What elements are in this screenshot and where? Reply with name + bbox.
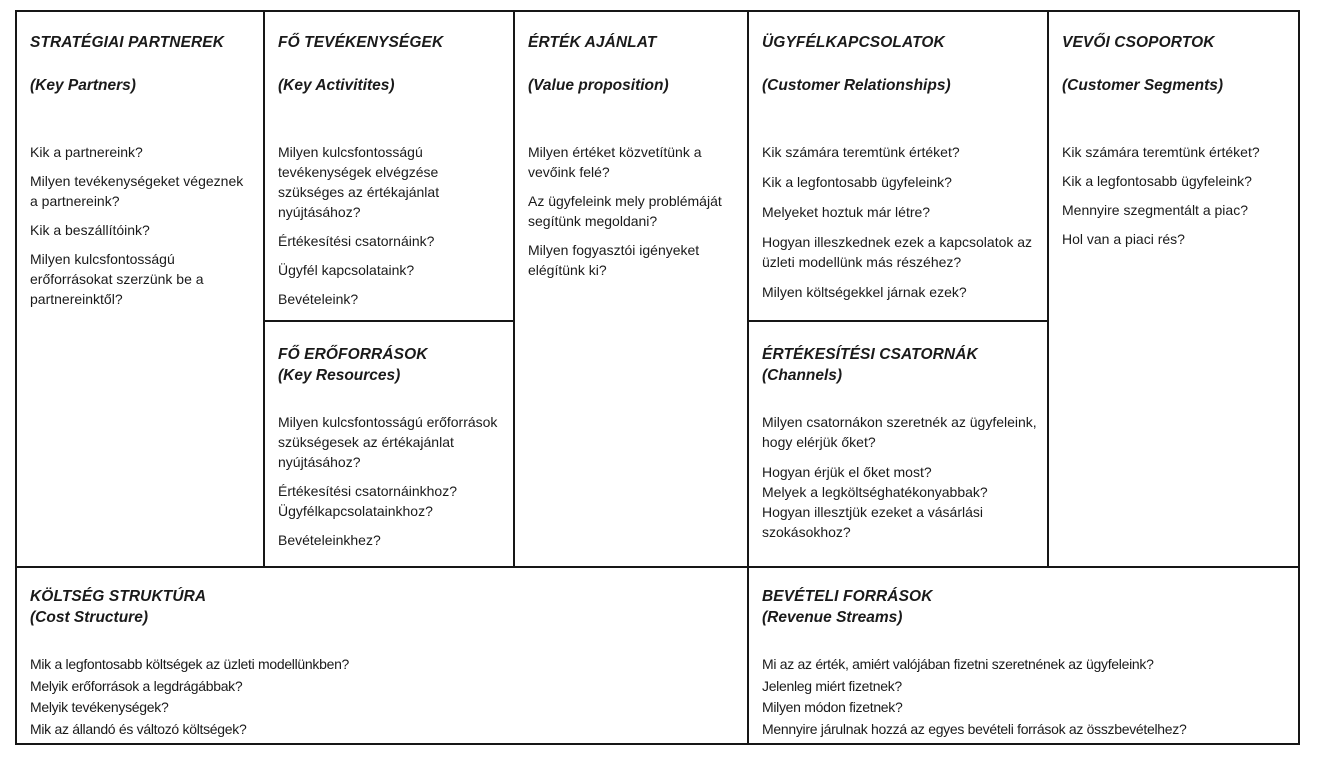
revenue-streams-subtitle: (Revenue Streams)	[762, 609, 903, 626]
value-proposition-questions	[528, 142, 737, 280]
question-paragraph: Az ügyfeleink mely problémáját segítünk megoldani?	[528, 193, 722, 229]
business-model-canvas	[15, 10, 1300, 745]
value-proposition-subtitle: (Value proposition)	[528, 77, 669, 94]
key-activities-title: FŐ TEVÉKENYSÉGEK	[278, 34, 444, 51]
key-partners-title: STRATÉGIAI PARTNEREK	[30, 34, 225, 51]
question-paragraph: Értékesítési csatornáink?	[278, 233, 435, 249]
block-cost-structure	[16, 567, 748, 744]
question-paragraph: Hogyan érjük el őket most? Melyek a legköltséghatékonyabbak? Hogyan illesztjük ezeket a vásárlási szokásokhoz?	[762, 464, 988, 540]
question-paragraph: Kik számára teremtünk értéket?	[1062, 144, 1260, 160]
question-paragraph: Milyen fogyasztói igényeket elégítünk ki?	[528, 242, 700, 278]
revenue-streams-questions	[762, 654, 1288, 740]
question-paragraph: Milyen kulcsfontosságú erőforrásokat szerzünk be a partnereinktől?	[30, 251, 204, 307]
key-activities-subtitle: (Key Activitites)	[278, 77, 395, 94]
channels-title: ÉRTÉKESÍTÉSI CSATORNÁK	[762, 346, 978, 363]
key-partners-questions	[30, 142, 253, 309]
customer-segments-title: VEVŐI CSOPORTOK	[1062, 34, 1215, 51]
key-resources-subtitle: (Key Resources)	[278, 367, 401, 384]
block-value-proposition	[514, 11, 748, 567]
block-key-activities	[264, 11, 514, 321]
cost-structure-questions	[30, 654, 737, 740]
block-customer-relationships	[748, 11, 1048, 321]
revenue-streams-title: BEVÉTELI FORRÁSOK	[762, 588, 933, 605]
block-key-partners	[16, 11, 264, 567]
question-paragraph: Melyeket hoztuk már létre?	[762, 204, 931, 220]
question-paragraph: Milyen tevékenységeket végeznek a partnereink?	[30, 173, 244, 209]
question-paragraph: Milyen költségekkel járnak ezek?	[762, 284, 967, 300]
channels-subtitle: (Channels)	[762, 367, 843, 384]
customer-segments-subtitle: (Customer Segments)	[1062, 77, 1224, 94]
cost-structure-subtitle: (Cost Structure)	[30, 609, 148, 626]
block-channels	[748, 321, 1048, 567]
question-paragraph: Mennyire szegmentált a piac?	[1062, 202, 1248, 218]
customer-relationships-title: ÜGYFÉLKAPCSOLATOK	[762, 34, 945, 51]
question-paragraph: Milyen kulcsfontosságú tevékenységek elvégzése szükséges az értékajánlat nyújtásához?	[278, 144, 440, 220]
question-paragraph: Bevételeinkhez?	[278, 532, 381, 548]
question-paragraph: Mi az az érték, amiért valójában fizetni szeretnének az ügyfeleink? Jelenleg miért fizetnek? Milyen módon fizetnek? Mennyire járulnak hozzá az egyes bevételi források az összbevételhez?	[762, 656, 1187, 737]
block-customer-segments	[1048, 11, 1299, 567]
question-paragraph: Kik a beszállítóink?	[30, 222, 150, 238]
question-paragraph: Hol van a piaci rés?	[1062, 231, 1185, 247]
question-paragraph: Kik a legfontosabb ügyfeleink?	[762, 174, 952, 190]
question-paragraph: Milyen csatornákon szeretnék az ügyfeleink, hogy elérjük őket?	[762, 414, 1037, 450]
customer-relationships-questions	[762, 142, 1037, 302]
channels-questions	[762, 412, 1037, 542]
block-key-resources	[264, 321, 514, 567]
question-paragraph: Hogyan illeszkednek ezek a kapcsolatok az üzleti modellünk más részéhez?	[762, 234, 1033, 270]
customer-relationships-subtitle: (Customer Relationships)	[762, 77, 951, 94]
customer-segments-questions	[1062, 142, 1288, 249]
question-paragraph: Milyen értéket közvetítünk a vevőink felé?	[528, 144, 702, 180]
key-resources-questions	[278, 412, 503, 550]
cost-structure-title: KÖLTSÉG STRUKTÚRA	[30, 588, 207, 605]
question-paragraph: Bevételeink?	[278, 291, 359, 307]
key-partners-subtitle: (Key Partners)	[30, 77, 136, 94]
value-proposition-title: ÉRTÉK AJÁNLAT	[528, 34, 657, 51]
question-paragraph: Mik a legfontosabb költségek az üzleti modellünkben? Melyik erőforrások a legdrágábbak? Melyik tevékenységek? Mik az állandó és változó költségek?	[30, 656, 350, 737]
question-paragraph: Kik a legfontosabb ügyfeleink?	[1062, 173, 1252, 189]
question-paragraph: Ügyfél kapcsolataink?	[278, 262, 415, 278]
question-paragraph: Milyen kulcsfontosságú erőforrások szükségesek az értékajánlat nyújtásához?	[278, 414, 498, 470]
block-revenue-streams	[748, 567, 1299, 744]
question-paragraph: Kik számára teremtünk értéket?	[762, 144, 960, 160]
key-activities-questions	[278, 142, 503, 309]
question-paragraph: Kik a partnereink?	[30, 144, 143, 160]
key-resources-title: FŐ ERŐFORRÁSOK	[278, 346, 428, 363]
question-paragraph: Értékesítési csatornáinkhoz? Ügyfélkapcsolatainkhoz?	[278, 483, 457, 519]
